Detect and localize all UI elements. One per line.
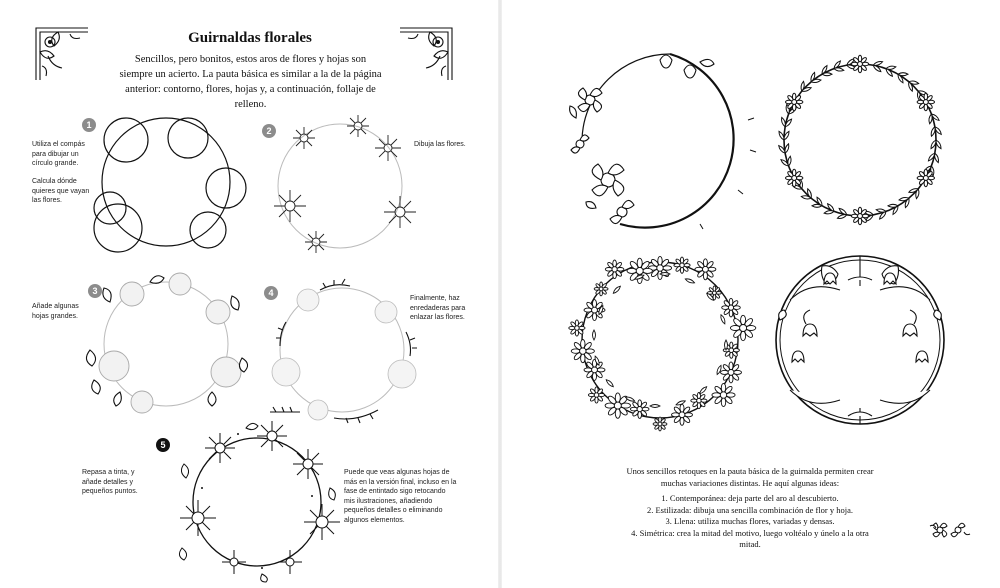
step-1-number: 1 (82, 118, 96, 132)
step-4-vines-sketch (262, 272, 422, 427)
step-5-note-a: Repasa a tinta, y añade detalles y pequeños puntos. (82, 469, 138, 495)
step-2-number: 2 (262, 124, 276, 138)
step-2-flowers-sketch (260, 110, 420, 260)
floral-corner-ornament-right (398, 22, 458, 82)
wreath-full (560, 240, 760, 440)
floral-corner-ornament-left (30, 22, 90, 82)
variation-item-3: 3. Llena: utiliza muchas flores, variadas y densas. (665, 516, 835, 526)
small-floral-ornament (928, 518, 972, 542)
step-3-leaves-sketch (80, 268, 250, 418)
variations-list (620, 493, 880, 551)
step-5-number: 5 (156, 438, 170, 452)
page-title: Guirnaldas florales (188, 30, 312, 46)
variations-intro: Unos sencillos retoques en la pauta básica de la guirnalda permiten crear muchas variaciones distintas. He aquí algunas ideas: (626, 466, 874, 488)
step-5-final-wreath (172, 418, 342, 583)
variations-caption (620, 466, 880, 551)
step-3-note: Añade algunas hojas grandes. (32, 303, 79, 320)
variation-item-4: 4. Simétrica: crea la mitad del motivo, luego voltéalo y únelo a la otra mitad. (631, 527, 869, 549)
step-3-number: 3 (88, 284, 102, 298)
wreath-contemporary (560, 40, 760, 240)
step-4-note: Finalmente, haz enredaderas para enlazar las flores. (410, 295, 466, 321)
step-1-circle-sketch (88, 110, 248, 260)
step-4-number: 4 (264, 286, 278, 300)
variation-item-2: 2. Estilizada: dibuja una sencilla combinación de flor y hoja. (646, 504, 854, 515)
step-1-note-a: Utiliza el compás para dibujar un círculo grande. (32, 141, 85, 167)
wreath-symmetric (760, 240, 960, 440)
book-gutter (498, 0, 502, 588)
step-5-note-b: Puede que veas algunas hojas de más en la versión final, incluso en la fase de entintado sigo retocando mis ilustraciones, añadiendo pequeños detalles o eliminando algunos elementos. (344, 469, 457, 524)
intro-paragraph: Sencillos, pero bonitos, estos aros de flores y hojas son siempre un acierto. La pauta básica es similar a la de la página anterior: contorno, flores, hojas y, a continuación, follaje de relleno. (119, 54, 382, 110)
variation-item-1: 1. Contemporánea: deja parte del aro al descubierto. (661, 493, 839, 503)
wreath-stylized (760, 40, 960, 240)
step-2-note: Dibuja las flores. (414, 141, 466, 148)
step-1-note-b: Calcula dónde quieres que vayan las flores. (32, 178, 90, 204)
